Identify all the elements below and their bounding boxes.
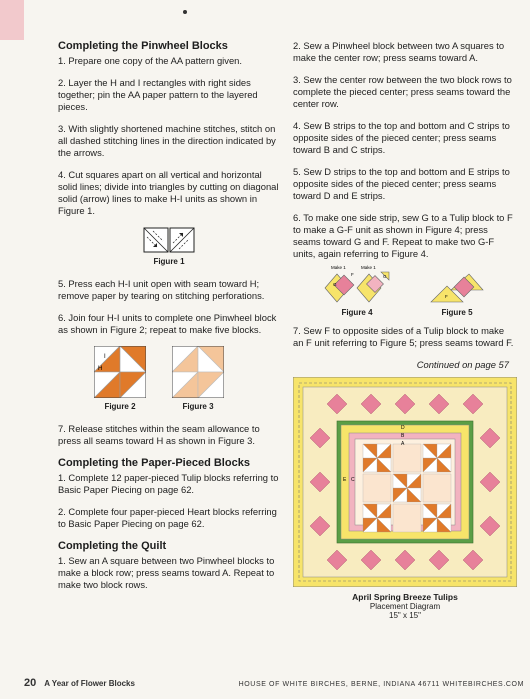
left-column: [58, 40, 280, 601]
quilt-size: 15" x 15": [389, 611, 421, 620]
fig4-label-g: G: [333, 282, 337, 287]
placement-caption: [293, 593, 517, 620]
pp-step-2: 2. Complete four paper-pieced Heart blocks referring to Basic Paper Piecing on page 62.: [58, 506, 277, 529]
fig2-label-i: I: [104, 354, 106, 360]
quilt-label-d: D: [401, 425, 405, 431]
fig2-label-h: H: [98, 366, 103, 372]
figure-4-diagram: [323, 264, 391, 304]
figure-5-diagram: [429, 272, 485, 304]
fig4-label-g2: G: [383, 274, 387, 279]
fig4-make1-b: Make 1: [361, 265, 376, 270]
figures-2-3: [58, 346, 280, 413]
a-square: [393, 444, 421, 472]
step-2: 2. Layer the H and I rectangles with right sides together; pin the AA paper pattern to the layered pieces.: [58, 77, 258, 112]
step-3: 3. With slightly shortened machine stitches, stitch on all dashed stitching lines in the direction indicated by the arrows.: [58, 123, 276, 158]
pp-step-1: 1. Complete 12 paper-pieced Tulip blocks referring to Basic Paper Piecing on page 62.: [58, 472, 279, 495]
figure-2-caption: Figure 2: [104, 402, 136, 411]
quilt-step-4: 4. Sew B strips to the top and bottom and C strips to opposite sides of the pieced center; press seams toward B and C strips.: [293, 120, 510, 155]
fig4-label-f: F: [351, 272, 354, 277]
quilt-label-b: B: [401, 433, 405, 439]
quilt-label-c: C: [351, 477, 355, 483]
heading-quilt: Completing the Quilt: [58, 540, 167, 552]
step-6: 6. Join four H-I units to complete one Pinwheel block as shown in Figure 2; repeat to make five blocks.: [58, 312, 277, 335]
quilt-title: April Spring Breeze Tulips: [352, 592, 458, 602]
book-title: A Year of Flower Blocks: [44, 679, 135, 688]
step-7: 7. Release stitches within the seam allowance to press all seams toward H as shown in Figure 3.: [58, 423, 260, 446]
heading-pinwheel: Completing the Pinwheel Blocks: [58, 40, 228, 52]
a-square: [363, 474, 391, 502]
a-square: [423, 474, 451, 502]
page-number: 20: [24, 677, 37, 689]
figure-3-pinwheel: [172, 346, 224, 398]
quilt-step-1: 1. Sew an A square between two Pinwheel blocks to make a block row; press seams toward A. Repeat to make two block rows.: [58, 555, 275, 590]
quilt-label-e: E: [343, 477, 347, 483]
quilt-step-6: 6. To make one side strip, sew G to a Tulip block to F to make a G-F unit as shown in Figure 4; press seams toward G and F. Repeat to make two G-F units, again referring to Figure 4.: [293, 212, 513, 259]
quilt-subtitle: Placement Diagram: [369, 602, 441, 611]
figure-1: [58, 227, 280, 268]
quilt-step-3: 3. Sew the center row between the two block rows to complete the pieced center; press seams toward the center row.: [293, 74, 512, 109]
step-4: 4. Cut squares apart on all vertical and horizontal solid lines; divide into triangles by cutting on diagonal solid (arrow) lines to make H-I units as shown in Figure 1.: [58, 169, 279, 216]
quilt-step-5: 5. Sew D strips to the top and bottom and E strips to opposite sides of the pieced center; press seams toward D and E strips.: [293, 166, 510, 201]
fig4-make1-a: Make 1: [331, 265, 346, 270]
continued-note: Continued on page 57: [416, 359, 509, 370]
figure-1-caption: Figure 1: [153, 257, 185, 266]
quilt-step-7: 7. Sew F to opposite sides of a Tulip block to make an F unit referring to Figure 5; press seams toward F.: [293, 325, 514, 348]
page-footer: [24, 677, 524, 689]
figure-3-caption: Figure 3: [182, 402, 214, 411]
a-square: [393, 504, 421, 532]
heading-paper-pieced: Completing the Paper-Pieced Blocks: [58, 457, 250, 469]
figure-1-diagram: [143, 227, 195, 253]
figures-4-5: [293, 264, 517, 319]
step-5: 5. Press each H-I unit open with seam toward H; remove paper by tearing on stitching perforations.: [58, 278, 265, 301]
figure-5-caption: Figure 5: [441, 308, 473, 317]
placement-diagram: [293, 377, 517, 620]
quilt-step-2: 2. Sew a Pinwheel block between two A squares to make the center row; press seams toward A.: [293, 40, 505, 63]
figure-4-caption: Figure 4: [341, 308, 373, 317]
page-color-tab: [0, 0, 24, 40]
registration-dot: [183, 10, 187, 14]
right-column: [293, 40, 517, 620]
quilt-label-a: A: [401, 441, 405, 447]
publisher-line: HOUSE OF WHITE BIRCHES, BERNE, INDIANA 46711 WHITEBIRCHES.COM: [238, 681, 524, 688]
step-1: 1. Prepare one copy of the AA pattern given.: [58, 55, 242, 66]
fig5-label-f: F: [445, 294, 448, 299]
quilt-placement-diagram: [293, 377, 517, 587]
figure-2-pinwheel: [94, 346, 146, 398]
